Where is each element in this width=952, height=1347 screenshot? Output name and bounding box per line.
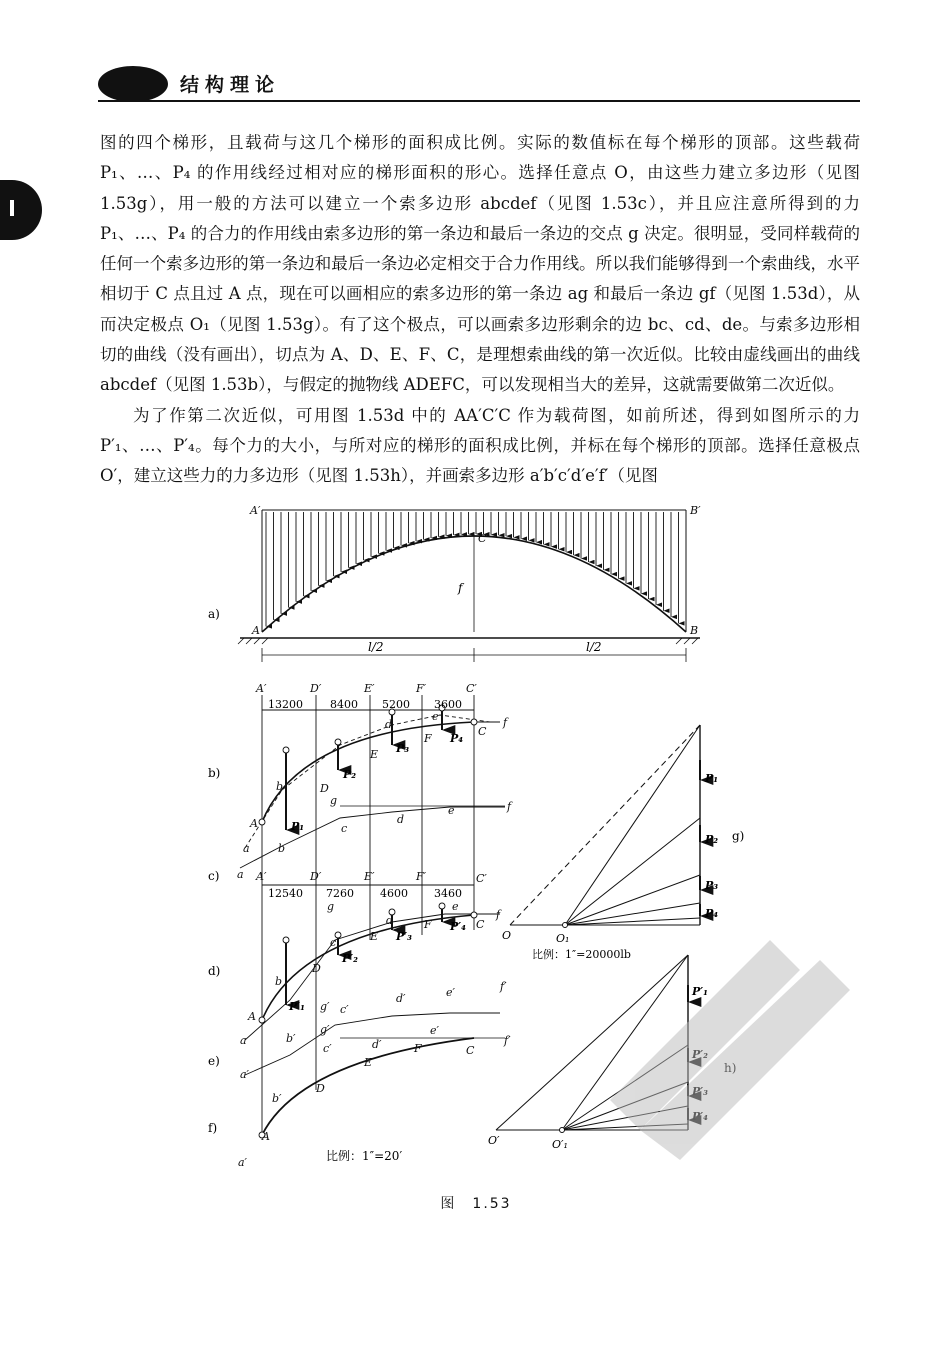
svg-text:c′: c′ [340, 1003, 349, 1016]
svg-text:E′: E′ [364, 682, 375, 695]
svg-text:P₄: P₄ [450, 732, 464, 745]
svg-text:C: C [476, 918, 485, 931]
svg-text:F: F [424, 732, 432, 745]
svg-text:A: A [262, 1130, 270, 1143]
svg-text:E: E [364, 1056, 373, 1069]
svg-text:D: D [312, 962, 321, 975]
svg-text:3600: 3600 [434, 698, 462, 711]
svg-text:F′: F′ [416, 682, 427, 695]
svg-text:P₂: P₂ [705, 833, 719, 846]
svg-text:F: F [424, 918, 432, 931]
label-b: b) [208, 766, 221, 780]
svg-text:d′: d′ [396, 992, 406, 1005]
svg-text:F′: F′ [416, 870, 427, 883]
svg-text:e: e [452, 900, 459, 913]
svg-text:A: A [252, 624, 260, 637]
svg-text:A′: A′ [250, 504, 261, 517]
svg-text:A′: A′ [256, 870, 267, 883]
point-labels [237, 682, 513, 1169]
svg-text:g: g [327, 900, 335, 913]
svg-text:A: A [248, 1010, 256, 1023]
svg-text:B: B [690, 624, 699, 637]
svg-text:b′: b′ [286, 1032, 296, 1045]
header-rule [98, 100, 860, 102]
svg-text:C: C [466, 1044, 475, 1057]
svg-text:a: a [237, 868, 244, 881]
label-a: a) [208, 607, 220, 621]
svg-text:F: F [414, 1042, 422, 1055]
svg-text:b′: b′ [272, 1092, 282, 1105]
svg-text:c′: c′ [323, 1042, 332, 1055]
svg-text:P′₄: P′₄ [450, 920, 466, 933]
svg-text:3460: 3460 [434, 887, 462, 900]
svg-text:f′: f′ [500, 980, 507, 993]
svg-text:D′: D′ [310, 682, 322, 695]
svg-text:8400: 8400 [330, 698, 358, 711]
svg-text:D: D [316, 1082, 325, 1095]
svg-text:A: A [250, 817, 258, 830]
svg-text:C′: C′ [476, 872, 487, 885]
span-label-left: l/2 [368, 640, 384, 654]
svg-text:d: d [386, 914, 394, 927]
svg-text:O: O [502, 929, 512, 942]
header-ornament [98, 66, 168, 102]
panels-bcd [240, 695, 505, 1138]
scale-length: 比例：1″=20′ [326, 1149, 403, 1163]
svg-text:P′₃: P′₃ [396, 930, 412, 943]
svg-text:A′: A′ [256, 682, 267, 695]
label-g: g) [732, 829, 745, 843]
label-c: c) [208, 869, 220, 883]
panel-a [238, 510, 700, 662]
library-stamp-watermark [600, 930, 860, 1160]
svg-text:D′: D′ [310, 870, 322, 883]
svg-text:e: e [432, 710, 439, 723]
svg-text:d: d [385, 718, 393, 731]
svg-text:P′₁: P′₁ [289, 1000, 305, 1013]
scale-force: 比例：1″=20000lb [532, 948, 631, 961]
svg-text:O′₁: O′₁ [552, 1138, 568, 1151]
svg-text:C: C [478, 532, 487, 545]
svg-text:5200: 5200 [382, 698, 410, 711]
svg-text:g′: g′ [320, 1023, 330, 1036]
svg-text:a′: a′ [240, 1068, 250, 1081]
svg-text:C′: C′ [466, 682, 477, 695]
body-text [100, 128, 860, 492]
svg-text:4600: 4600 [380, 887, 408, 900]
svg-text:c: c [330, 936, 337, 949]
svg-text:13200: 13200 [268, 698, 303, 711]
paragraph-1: 图的四个梯形，且载荷与这几个梯形的面积成比例。实际的数值标在每个梯形的顶部。这些载荷 P₁、…、P₄ 的作用线经过相对应的梯形面积的形心。选择任意点 O，由这些力建立多边形（见图 1.53g），用一般的方法可以建立一个索多边形 abcdef（见图 1.53c），并且应注意所得到的力 P₁、…、P₄ 的合力的作用线由索多边形的第一条边和最后一条边的交点 g 决定。很明显，受同样载荷的任何一个索多边形的第一条边和最后一条边必定相交于合力作用线。所以我们能够得到一个索曲线，水平相切于 C 点且过 A 点，现在可以画相应的索多边形的第一条边 ag 和最后一条边 gf（见图 1.53d），从而决定极点 O₁（见图 1.53g）。有了这个极点，可以画索多边形剩余的边 bc、cd、de。与索多边形相切的曲线（没有画出），切点为 A、D、E、F、C，是理想索曲线的第一次近似。比较由虚线画出的曲线 abcdef（见图 1.53b），与假定的抛物线 ADEFC，可以发现相当大的差异，这就需要做第二次近似。 [100, 133, 860, 395]
svg-text:f: f [496, 908, 501, 921]
svg-text:a′: a′ [238, 1156, 248, 1169]
svg-text:b: b [275, 975, 283, 988]
svg-text:P₁: P₁ [291, 820, 305, 833]
svg-text:f: f [507, 800, 512, 813]
svg-text:P′₂: P′₂ [342, 952, 358, 965]
chapter-tab [0, 180, 42, 240]
label-f: f) [208, 1121, 218, 1135]
svg-text:O₁: O₁ [556, 932, 570, 945]
svg-text:P₂: P₂ [343, 768, 357, 781]
svg-text:B′: B′ [690, 504, 701, 517]
svg-text:D: D [320, 782, 329, 795]
svg-text:d′: d′ [372, 1038, 382, 1051]
svg-text:d: d [397, 813, 405, 826]
svg-text:a: a [243, 842, 250, 855]
paragraph-2: 为了作第二次近似，可用图 1.53d 中的 AA′C′C 作为载荷图，如前所述，得到如图所示的力 P′₁、…、P′₄。每个力的大小，与所对应的梯形的面积成比例，并标在每个梯形的顶部。选择任意极点 O′，建立这些力的力多边形（见图 1.53h），并画索多边形 a′b′c′d′e′f′（见图 [100, 405, 860, 486]
label-d: d) [208, 964, 221, 978]
svg-text:a: a [240, 1034, 247, 1047]
svg-text:c: c [341, 822, 348, 835]
svg-text:b: b [278, 842, 286, 855]
svg-text:e: e [448, 804, 455, 817]
svg-text:P′₁: P′₁ [692, 985, 708, 998]
svg-text:e′: e′ [430, 1024, 440, 1037]
panel-g [510, 725, 700, 928]
svg-text:g′: g′ [320, 1000, 330, 1013]
svg-text:b: b [276, 780, 284, 793]
label-e: e) [208, 1054, 220, 1068]
svg-text:e′: e′ [446, 986, 456, 999]
svg-text:P₃: P₃ [705, 879, 719, 892]
svg-text:P₃: P₃ [396, 742, 410, 755]
svg-text:g: g [330, 794, 338, 807]
svg-text:P₄: P₄ [705, 907, 719, 920]
svg-text:C: C [478, 725, 487, 738]
rise-label: f [458, 581, 463, 595]
svg-text:12540: 12540 [268, 887, 303, 900]
svg-text:E: E [370, 930, 379, 943]
svg-text:E: E [370, 748, 379, 761]
svg-text:f′: f′ [504, 1034, 511, 1047]
svg-text:f: f [503, 716, 508, 729]
section-title: 结构理论 [180, 74, 281, 96]
svg-text:O′: O′ [488, 1134, 500, 1147]
svg-text:P₁: P₁ [705, 772, 719, 785]
figure-caption: 图 1.53 [440, 1196, 512, 1212]
svg-text:E′: E′ [364, 870, 375, 883]
svg-text:7260: 7260 [326, 887, 354, 900]
load-values-second [268, 887, 462, 900]
span-label-right: l/2 [586, 640, 602, 654]
